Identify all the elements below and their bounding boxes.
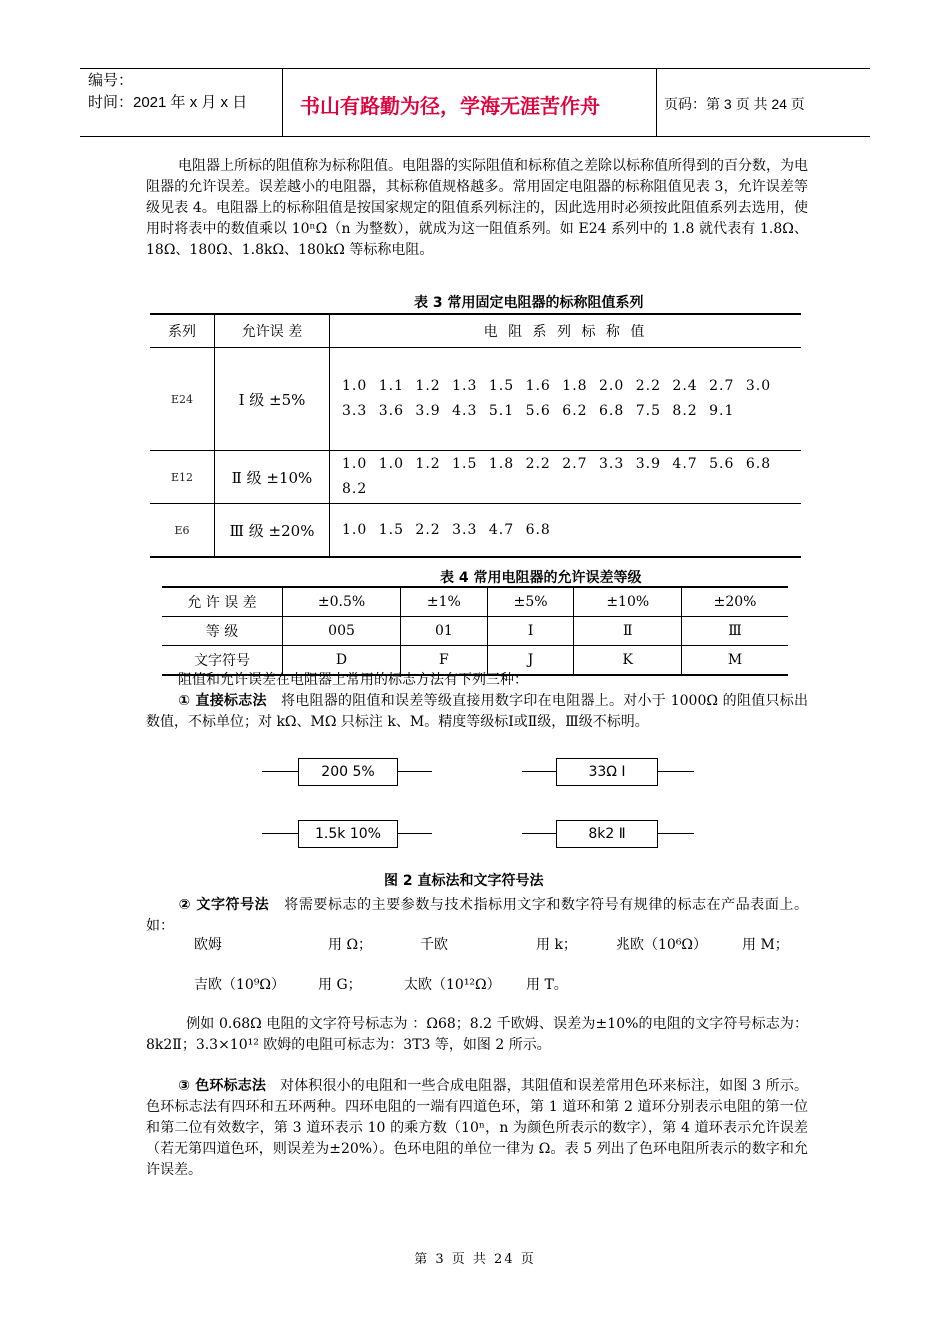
unit-name: 兆欧（10⁶Ω） — [616, 937, 708, 953]
unit-name: 太欧（10¹²Ω） — [404, 977, 501, 993]
table-cell: M — [682, 646, 788, 676]
header-divider-right — [656, 68, 657, 136]
table-cell: F — [401, 646, 488, 676]
tolerance-cell: Ⅰ 级 ±5% — [215, 348, 330, 451]
unit-name: 千欧 — [420, 937, 448, 953]
method2-example — [146, 1014, 808, 1056]
values-cell: 1.0 1.1 1.2 1.3 1.5 1.6 1.8 2.0 2.2 2.4 2.7 3.0 3.3 3.6 3.9 4.3 5.1 5.6 6.2 6.8 7.5 8.2 9.1 — [330, 348, 802, 451]
table-cell: Ⅱ — [574, 617, 682, 646]
table-row — [150, 504, 801, 558]
page-info: 页码：第 3 页 共 24 页 — [664, 96, 805, 112]
header-top-rule — [80, 68, 870, 69]
number-label: 编号： — [88, 72, 134, 89]
table-cell: K — [574, 646, 682, 676]
table-cell: ±1% — [401, 587, 488, 617]
header-bottom-rule — [80, 136, 870, 137]
unit-symbol: 用 Ω； — [328, 937, 373, 953]
method1-text: 将电阻器的阻值和误差等级直接用数字印在电阻器上。对小于 1000Ω 的阻值只标出数值，不标单位；对 kΩ、MΩ 只标注 k、M。精度等级标Ⅰ或Ⅱ级，Ⅲ级不标明。 — [146, 693, 808, 730]
table-cell: ±0.5% — [283, 587, 401, 617]
table-header-cell: 系列 — [168, 324, 196, 340]
table-cell: 等 级 — [162, 617, 283, 646]
unit-name: 吉欧（10⁹Ω） — [194, 977, 286, 993]
table4-caption: 表 4 常用电阻器的允许误差等级 — [440, 570, 642, 586]
header-motto: 书山有路勤为径，学海无涯苦作舟 — [300, 94, 600, 118]
unit-symbol: 用 T。 — [526, 977, 568, 993]
table-header-cell: 电 阻 系 列 标 称 值 — [330, 314, 802, 348]
table-cell: 允 许 误 差 — [162, 587, 283, 617]
table-row — [150, 348, 801, 451]
table3-caption: 表 3 常用固定电阻器的标称阻值系列 — [414, 295, 644, 311]
table-header-cell: 允许误 差 — [215, 314, 330, 348]
unit-name: 欧姆 — [194, 937, 222, 953]
values-cell: 1.0 1.5 2.2 3.3 4.7 6.8 — [330, 504, 802, 558]
resistor-1-5k-10: 1.5k 10% — [298, 820, 398, 848]
intro-paragraph — [146, 156, 808, 261]
header-left — [88, 70, 247, 114]
method2-example-text: 例如 0.68Ω 电阻的文字符号标志为 ：Ω68；8.2 千欧姆、误差为±10%的电阻的文字符号标志为：8k2Ⅱ；3.3×10¹² 欧姆的电阻可标志为：3T3 等，如图 2 所示。 — [146, 1016, 808, 1053]
table-cell: J — [487, 646, 574, 676]
table-row — [150, 451, 801, 504]
resistor-8k2-II: 8k2 Ⅱ — [556, 820, 658, 848]
unit-symbol: 用 M； — [742, 937, 789, 953]
table-cell: 文字符号 — [162, 646, 283, 676]
figure2-caption: 图 2 直标法和文字符号法 — [384, 873, 544, 889]
methods-intro-text: 阻值和允许误差在电阻器上常用的标志方法有下列三种： — [178, 672, 528, 688]
series-cell: E6 — [150, 504, 215, 558]
unit-symbol: 用 k； — [536, 937, 577, 953]
method2-paragraph — [146, 895, 808, 937]
table-cell: 01 — [401, 617, 488, 646]
tolerance-cell: Ⅲ 级 ±20% — [215, 504, 330, 558]
methods-intro — [146, 670, 808, 691]
table-cell: D — [283, 646, 401, 676]
table-header-row — [150, 314, 801, 348]
intro-text: 电阻器上所标的阻值称为标称阻值。电阻器的实际阻值和标称值之差除以标称值所得到的百分数，为电阻器的允许误差。误差越小的电阻器，其标称值规格越多。常用固定电阻器的标称阻值见表 3，允许误差等级见表 4。电阻器上的标称阻值是按国家规定的阻值系列标注的，因此选用时必须按此阻值系列去选用，使用时将表中的数值乘以 10ⁿΩ（n 为整数），就成为这一阻值系列。如 E24 系列中的 1.8 就代表有 1.8Ω、18Ω、180Ω、1.8kΩ、180kΩ 等标称电阻。 — [146, 158, 808, 258]
series-cell: E12 — [150, 451, 215, 504]
page-footer: 第 3 页 共 24 页 — [414, 1252, 536, 1267]
method1-title: ① 直接标志法 — [178, 693, 267, 709]
method2-text: 将需要标志的主要参数与技术指标用文字和数字符号有规律的标志在产品表面上。如： — [146, 897, 808, 934]
time-label: 时间：2021 年 x 月 x 日 — [88, 94, 248, 111]
table-cell: ±10% — [574, 587, 682, 617]
values-cell: 1.0 1.0 1.2 1.5 1.8 2.2 2.7 3.3 3.9 4.7 5.6 6.8 8.2 — [330, 451, 802, 504]
table-cell: ±20% — [682, 587, 788, 617]
table-cell: 005 — [283, 617, 401, 646]
method2-title: ② 文字符号法 — [178, 897, 270, 913]
table-cell: Ⅰ — [487, 617, 574, 646]
header-divider-left — [282, 68, 283, 136]
table4 — [162, 586, 788, 676]
series-cell: E24 — [150, 348, 215, 451]
method1-paragraph — [146, 691, 808, 733]
unit-symbol: 用 G； — [318, 977, 362, 993]
resistor-33-I: 33Ω Ⅰ — [556, 758, 658, 786]
table-row — [162, 587, 788, 617]
tolerance-cell: Ⅱ 级 ±10% — [215, 451, 330, 504]
table-cell: Ⅲ — [682, 617, 788, 646]
table-cell: ±5% — [487, 587, 574, 617]
table3 — [150, 313, 801, 558]
method3-text: 对体积很小的电阻和一些合成电阻器，其阻值和误差常用色环来标注，如图 3 所示。色环标志法有四环和五环两种。四环电阻的一端有四道色环，第 1 道环和第 2 道环分别表示电阻的第一位和第二位有效数字，第 3 道环表示 10 的乘方数（10ⁿ，n 为颜色所表示的数字），第 4 道环表示允许误差（若无第四道色环，则误差为±20%）。色环电阻的单位一律为 Ω。表 5 列出了色环电阻所表示的数字和允许误差。 — [146, 1078, 808, 1178]
method3-paragraph — [146, 1076, 808, 1181]
method3-title: ③ 色环标志法 — [178, 1078, 267, 1094]
table-row — [162, 617, 788, 646]
resistor-200-5: 200 5% — [298, 758, 398, 786]
